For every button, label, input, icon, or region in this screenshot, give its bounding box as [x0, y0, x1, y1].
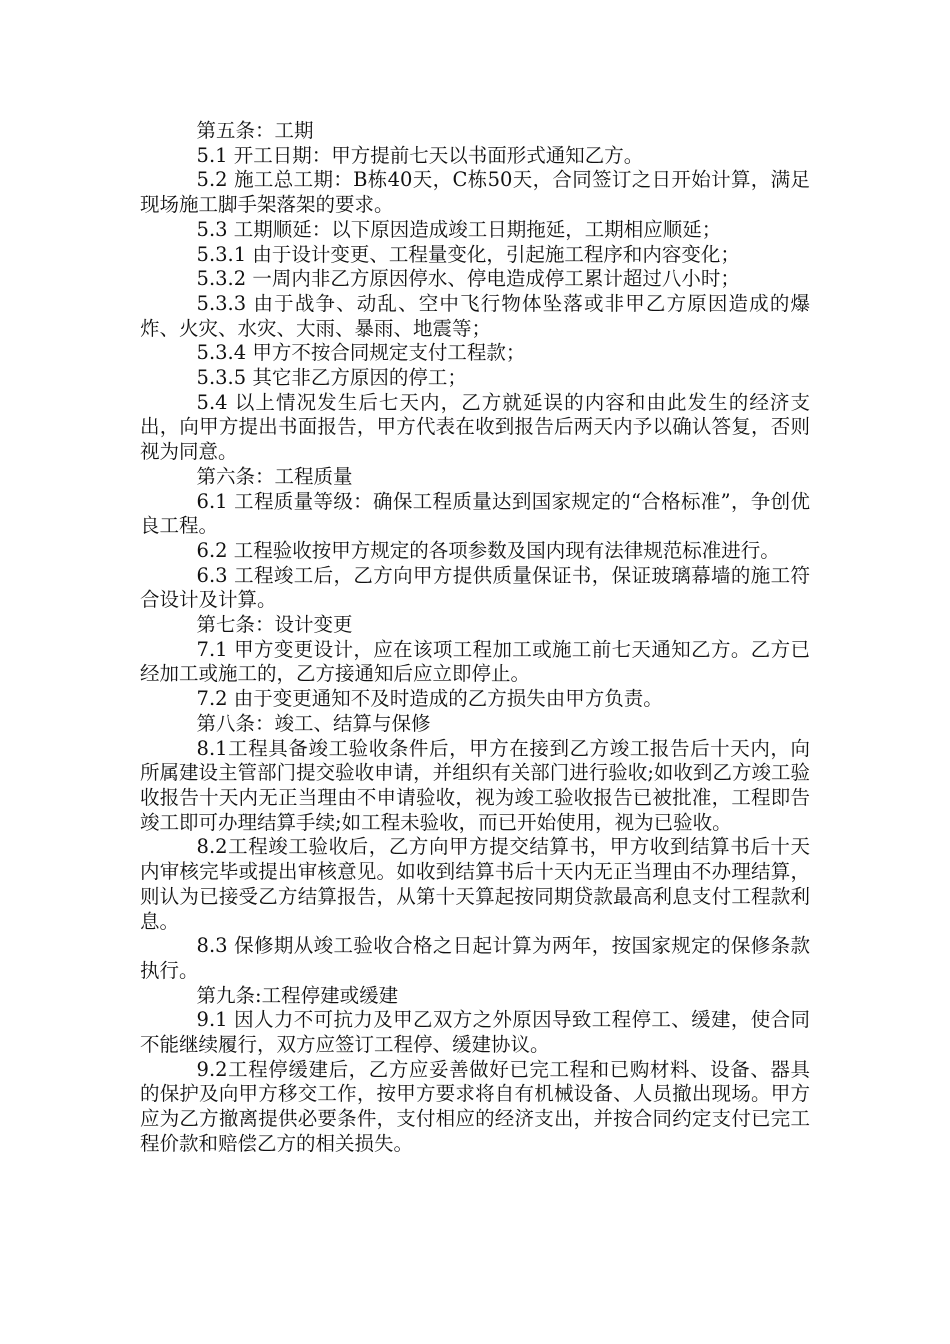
- clause-5-4: 5.4 以上情况发生后七天内，乙方就延误的内容和由此发生的经济支出，向甲方提出书面报告，甲方代表在收到报告后两天内予以确认答复，否则视为同意。: [140, 390, 810, 464]
- clause-6-3: 6.3 工程竣工后，乙方向甲方提供质量保证书，保证玻璃幕墙的施工符合设计及计算。: [140, 563, 810, 612]
- clause-5-3-3: 5.3.3 由于战争、动乱、空中飞行物体坠落或非甲乙方原因造成的爆炸、火灾、水灾、大雨、暴雨、地震等；: [140, 291, 810, 340]
- clause-5-3-1: 5.3.1 由于设计变更、工程量变化，引起施工程序和内容变化；: [196, 242, 740, 266]
- clause-8-3: 8.3 保修期从竣工验收合格之日起计算为两年，按国家规定的保修条款执行。: [140, 934, 810, 982]
- article-9-heading: 第九条:工程停建或缓建: [196, 983, 399, 1007]
- clause-5-1: 5.1 开工日期：甲方提前七天以书面形式通知乙方。: [196, 143, 644, 167]
- clause-6-2: 6.2 工程验收按甲方规定的各项参数及国内现有法律规范标准进行。: [196, 538, 780, 562]
- clause-6-1: 6.1 工程质量等级：确保工程质量达到国家规定的“合格标准”，争创优良工程。: [140, 489, 810, 538]
- article-8-heading: 第八条：竣工、结算与保修: [196, 711, 431, 735]
- clause-7-1: 7.1 甲方变更设计，应在该项工程加工或施工前七天通知乙方。乙方已经加工或施工的，乙方接通知后应立即停止。: [140, 637, 810, 686]
- clause-9-1: 9.1 因人力不可抗力及甲乙双方之外原因导致工程停工、缓建，使合同不能继续履行，双方应签订工程停、缓建协议。: [140, 1008, 810, 1057]
- article-7-heading: 第七条：设计变更: [196, 613, 353, 637]
- clause-9-2: 9.2工程停缓建后，乙方应妥善做好已完工程和已购材料、设备、器具的保护及向甲方移交工作，按甲方要求将自有机械设备、人员撤出现场。甲方应为乙方撤离提供必要条件，支付相应的经济支出，并按合同约定支付已完工程价款和赔偿乙方的相关损失。: [140, 1057, 810, 1155]
- clause-7-2: 7.2 由于变更通知不及时造成的乙方损失由甲方负责。: [196, 687, 663, 711]
- clause-5-3-2: 5.3.2 一周内非乙方原因停水、停电造成停工累计超过八小时；: [196, 267, 740, 291]
- clause-8-1: 8.1工程具备竣工验收条件后，甲方在接到乙方竣工报告后十天内，向所属建设主管部门提交验收申请，并组织有关部门进行验收;如收到乙方竣工验收报告十天内无正当理由不申请验收，视为竣工验收报告已被批准，工程即告竣工即可办理结算手续;如工程未验收，而已开始使用，视为已验收。: [140, 736, 810, 834]
- clause-8-2: 8.2工程竣工验收后，乙方向甲方提交结算书，甲方收到结算书后十天内审核完毕或提出审核意见。如收到结算书后十天内无正当理由不办理结算，则认为已接受乙方结算报告，从第十天算起按同期贷款最高利息支付工程款利息。: [140, 835, 810, 933]
- clause-5-2: 5.2 施工总工期：B栋40天，C栋50天，合同签订之日开始计算，满足现场施工脚手架落架的要求。: [140, 168, 810, 217]
- article-6-heading: 第六条：工程质量: [196, 464, 353, 488]
- clause-5-3: 5.3 工期顺延：以下原因造成竣工日期拖延，工期相应顺延；: [196, 217, 722, 241]
- clause-5-3-5: 5.3.5 其它非乙方原因的停工；: [196, 366, 467, 390]
- clause-5-3-4: 5.3.4 甲方不按合同规定支付工程款；: [196, 341, 526, 365]
- article-5-heading: 第五条：工期: [196, 119, 314, 142]
